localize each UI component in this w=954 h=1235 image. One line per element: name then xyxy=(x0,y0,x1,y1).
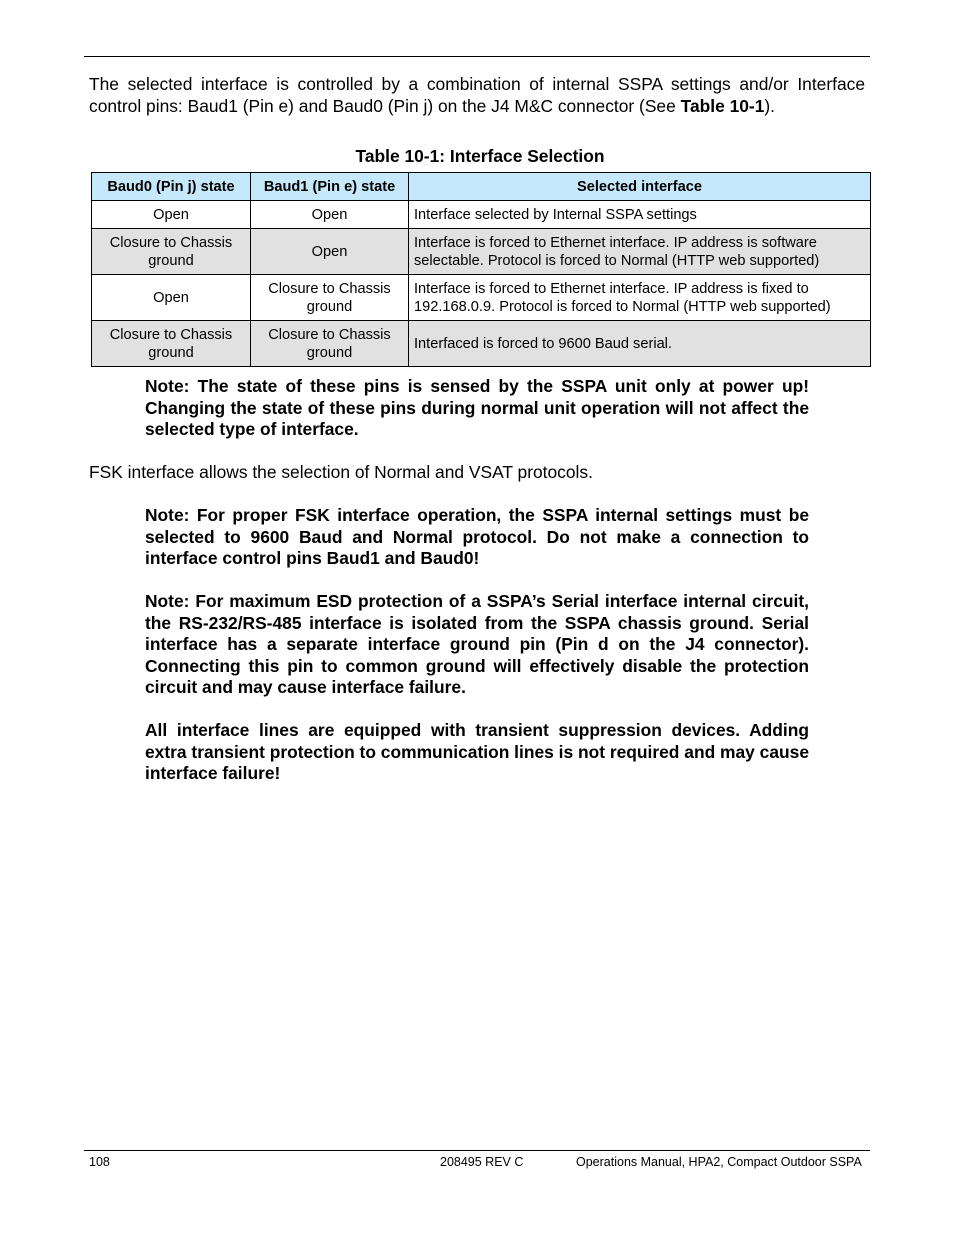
table-row xyxy=(92,229,871,275)
cell-selected-interface: Interfaced is forced to 9600 Baud serial. xyxy=(409,321,871,367)
header-rule xyxy=(84,56,870,57)
intro-text: The selected interface is controlled by a combination of internal SSPA settings and/or Interface control pins: Baud1 (Pin e) and Baud0 (Pin j) on the J4 M&C connector (See xyxy=(89,74,865,116)
cell-selected-interface: Interface is forced to Ethernet interface. IP address is software selectable. Protocol is forced to Normal (HTTP web supported) xyxy=(409,229,871,275)
fsk-note: Note: For proper FSK interface operation, the SSPA internal settings must be selected to 9600 Baud and Normal protocol. Do not make a connection to interface control pins Baud1 and Baud0! xyxy=(145,505,809,568)
transient-note: All interface lines are equipped with transient suppression devices. Adding extra transient protection to communication lines is not required and may cause interface failure! xyxy=(145,720,809,783)
intro-paragraph xyxy=(89,74,865,117)
header-baud1: Baud1 (Pin e) state xyxy=(251,173,409,201)
cell-baud0: Closure to Chassis ground xyxy=(92,229,251,275)
table-caption: Table 10-1: Interface Selection xyxy=(355,146,605,166)
page-number: 108 xyxy=(89,1155,110,1169)
manual-title: Operations Manual, HPA2, Compact Outdoor SSPA xyxy=(576,1155,862,1169)
footer-rule xyxy=(84,1150,870,1151)
intro-end: ). xyxy=(764,95,776,116)
cell-baud1: Open xyxy=(251,229,409,275)
power-up-note: Note: The state of these pins is sensed by the SSPA unit only at power up! Changing the state of these pins during normal unit operation will not affect the selected type of interface. xyxy=(145,376,809,439)
cell-baud1: Closure to Chassis ground xyxy=(251,321,409,367)
esd-note: Note: For maximum ESD protection of a SSPA’s Serial interface internal circuit, the RS-232/RS-485 interface is isolated from the SSPA chassis ground. Serial interface has a separate interface ground pin (Pin d on the J4 connector). Connecting this pin to common ground will effectively disable the protection circuit and may cause interface failure. xyxy=(145,591,809,697)
doc-number: 208495 REV C xyxy=(440,1155,524,1169)
cell-baud0: Open xyxy=(92,275,251,321)
cell-selected-interface: Interface is forced to Ethernet interface. IP address is fixed to 192.168.0.9. Protocol is forced to Normal (HTTP web supported) xyxy=(409,275,871,321)
interface-selection-table xyxy=(91,172,871,367)
cell-baud1: Closure to Chassis ground xyxy=(251,275,409,321)
cell-baud0: Open xyxy=(92,201,251,229)
cell-baud0: Closure to Chassis ground xyxy=(92,321,251,367)
cell-baud1: Open xyxy=(251,201,409,229)
header-selected-interface: Selected interface xyxy=(409,173,871,201)
fsk-paragraph: FSK interface allows the selection of Normal and VSAT protocols. xyxy=(89,462,593,482)
table-row xyxy=(92,275,871,321)
header-baud0: Baud0 (Pin j) state xyxy=(92,173,251,201)
table-reference: Table 10-1 xyxy=(680,95,765,116)
cell-selected-interface: Interface selected by Internal SSPA settings xyxy=(409,201,871,229)
table-header-row xyxy=(92,173,871,201)
table-row xyxy=(92,201,871,229)
table-row xyxy=(92,321,871,367)
